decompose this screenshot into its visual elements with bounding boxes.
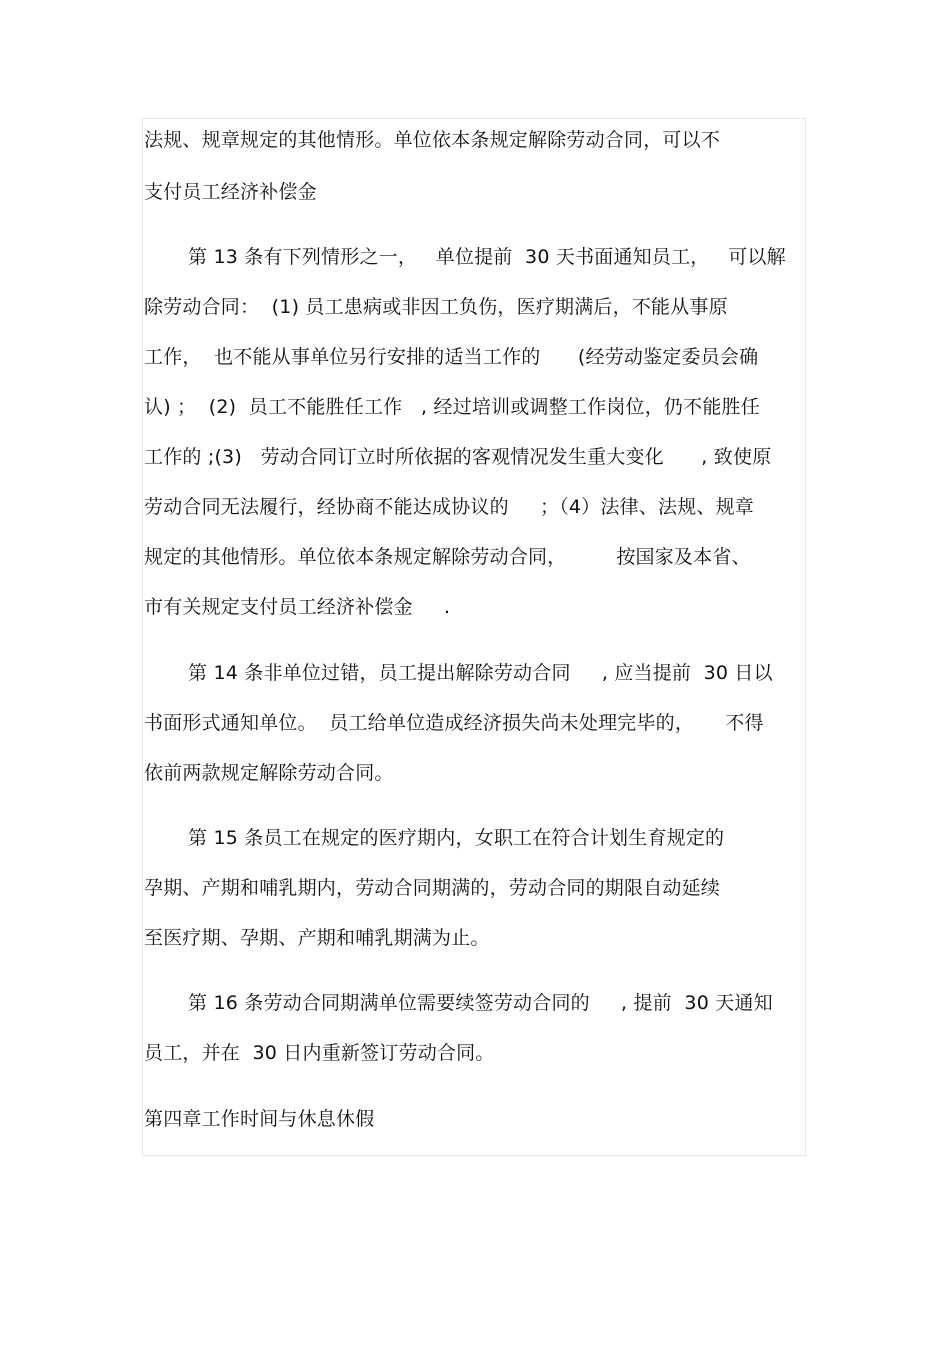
text-line: 至医疗期、孕期、产期和哺乳期满为止。 xyxy=(144,927,490,949)
text-line: 法规、规章规定的其他情形。单位依本条规定解除劳动合同，可以不 xyxy=(144,129,721,151)
text-line: 认) ； (2) 员工不能胜任工作 , 经过培训或调整工作岗位，仍不能胜任 xyxy=(144,396,760,418)
text-line: 工作的 ;(3) 劳动合同订立时所依据的客观情况发生重大变化 , 致使原 xyxy=(144,446,772,468)
article-13-heading: 第 13 条有下列情形之一， 单位提前 30 天书面通知员工， 可以解 xyxy=(188,246,786,268)
text-line: 市有关规定支付员工经济补偿金 . xyxy=(144,596,451,618)
text-line: 员工，并在 30 日内重新签订劳动合同。 xyxy=(144,1042,495,1064)
text-line: 工作， 也不能从事单位另行安排的适当工作的 (经劳动鉴定委员会确 xyxy=(144,346,759,368)
text-line: 孕期、产期和哺乳期内，劳动合同期满的，劳动合同的期限自动延续 xyxy=(144,877,721,899)
text-line: 劳动合同无法履行，经协商不能达成协议的 ；（4）法律、法规、规章 xyxy=(144,496,754,518)
text-line: 书面形式通知单位。 员工给单位造成经济损失尚未处理完毕的， 不得 xyxy=(144,712,764,734)
text-line: 依前两款规定解除劳动合同。 xyxy=(144,762,394,784)
text-line: 除劳动合同： (1) 员工患病或非因工负伤，医疗期满后，不能从事原 xyxy=(144,296,728,318)
chapter-heading: 第四章工作时间与休息休假 xyxy=(144,1108,375,1130)
text-line: 支付员工经济补偿金 xyxy=(144,181,317,203)
article-14-heading: 第 14 条非单位过错，员工提出解除劳动合同 , 应当提前 30 日以 xyxy=(188,662,773,684)
text-line: 规定的其他情形。单位依本条规定解除劳动合同， 按国家及本省、 xyxy=(144,546,751,568)
article-15-heading: 第 15 条员工在规定的医疗期内，女职工在符合计划生育规定的 xyxy=(188,827,725,849)
article-16-heading: 第 16 条劳动合同期满单位需要续签劳动合同的 , 提前 30 天通知 xyxy=(188,992,773,1014)
